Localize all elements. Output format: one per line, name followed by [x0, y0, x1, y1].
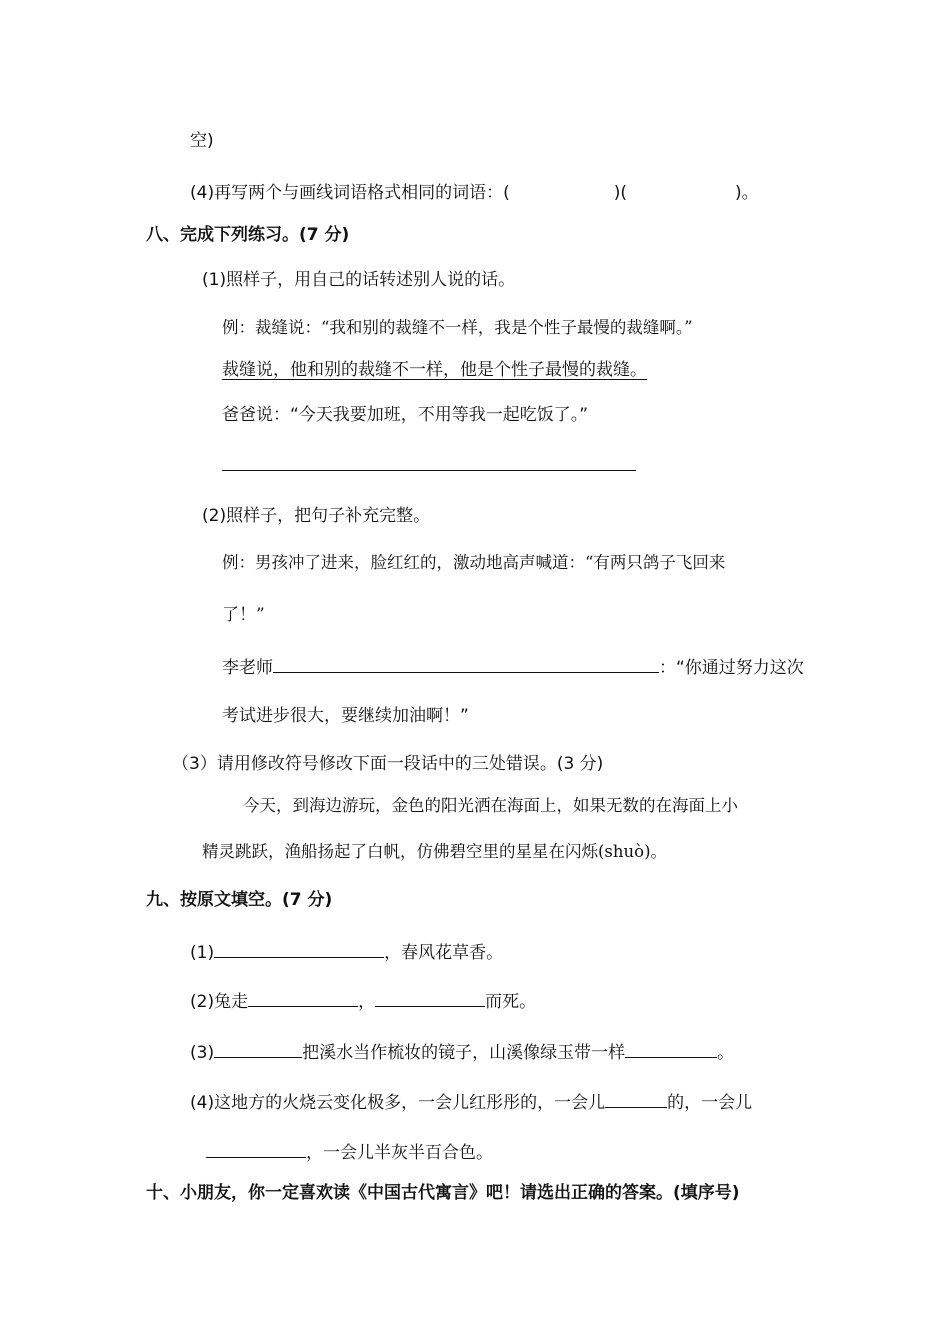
s8-q2-title: (2)照样子，把句子补充完整。: [202, 506, 431, 526]
s8-q1-example: 例：裁缝说：“我和别的裁缝不一样，我是个性子最慢的裁缝啊。”: [222, 318, 693, 337]
s7-q4-text: (4)再写两个与画线词语格式相同的词语：(: [190, 183, 510, 203]
s9-q1-label: (1): [190, 943, 215, 963]
s9-q4-line2-after: ，一会儿半灰半百合色。: [306, 1143, 493, 1163]
s9-q2-after: 而死。: [485, 992, 537, 1012]
s8-q3-title: （3）请用修改符号修改下面一段话中的三处错误。(3 分): [172, 754, 604, 774]
s8-q3-para-2: 精灵跳跃，渔船扬起了白帆，仿佛碧空里的星星在闪烁(shuò)。: [202, 842, 668, 861]
s7-q4-blank-1[interactable]: [510, 180, 614, 198]
s7-tail: 空): [190, 131, 214, 151]
s9-q2-comma: ，: [358, 992, 376, 1012]
s9-q1: [190, 939, 503, 965]
s8-q2-prompt-start: 李老师: [222, 658, 273, 678]
s9-q4-line1-mid: 的，一会儿: [667, 1093, 753, 1113]
s7-q4: [190, 180, 759, 205]
s8-heading: 八、完成下列练习。(7 分): [146, 225, 350, 245]
s9-q4-blank-2[interactable]: [206, 1139, 306, 1158]
s9-q4-blank-1[interactable]: [605, 1089, 667, 1108]
s7-q4-mid: )(: [613, 183, 627, 203]
s9-q1-after: ，春风花草香。: [384, 943, 504, 963]
s7-q4-blank-2[interactable]: [627, 180, 735, 198]
s9-q3-label: (3): [190, 1043, 215, 1063]
s9-q3: [190, 1039, 734, 1065]
s9-q4-line1: [190, 1089, 752, 1115]
s9-q1-blank[interactable]: [214, 939, 384, 958]
s10-heading: 十、小朋友，你一定喜欢读《中国古代寓言》吧！请选出正确的答案。(填序号): [146, 1183, 740, 1203]
s8-q2-blank[interactable]: [273, 654, 659, 673]
s9-q4-line2: [206, 1139, 493, 1165]
s9-q2: [190, 988, 536, 1014]
s8-q2-example-2: 了！”: [222, 605, 265, 625]
s8-q2-prompt: [222, 654, 804, 680]
s9-q2-blank-2[interactable]: [375, 988, 485, 1007]
s9-heading: 九、按原文填空。(7 分): [146, 890, 333, 910]
s9-q2-blank-1[interactable]: [248, 988, 358, 1007]
s9-q4-start: (4)这地方的火烧云变化极多，一会儿红彤彤的，一会儿: [190, 1093, 606, 1113]
s9-q3-end: 。: [717, 1043, 735, 1063]
s8-q1-prompt: 爸爸说：“今天我要加班，不用等我一起吃饭了。”: [222, 405, 589, 425]
s9-q3-blank-1[interactable]: [214, 1039, 302, 1058]
s8-q2-example-1: 例：男孩冲了进来，脸红红的，激动地高声喊道：“有两只鸽子飞回来: [222, 553, 726, 572]
s8-q2-prompt-end: ：“你通过努力这次: [659, 658, 804, 678]
s8-q1-answer-line[interactable]: [222, 470, 636, 471]
s8-q3-para-1: 今天，到海边游玩，金色的阳光洒在海面上，如果无数的在海面上小: [243, 796, 738, 815]
s9-q3-mid: 把溪水当作梳妆的镜子，山溪像绿玉带一样: [302, 1043, 626, 1063]
s8-q1-answer: 裁缝说，他和别的裁缝不一样，他是个性子最慢的裁缝。: [222, 360, 647, 380]
s9-q3-blank-2[interactable]: [625, 1039, 717, 1058]
s8-q2-prompt-2: 考试进步很大，要继续加油啊！”: [222, 706, 469, 726]
s9-q2-label: (2)兔走: [190, 992, 249, 1012]
s7-q4-end: )。: [734, 183, 759, 203]
s8-q1-title: (1)照样子，用自己的话转述别人说的话。: [202, 270, 516, 290]
